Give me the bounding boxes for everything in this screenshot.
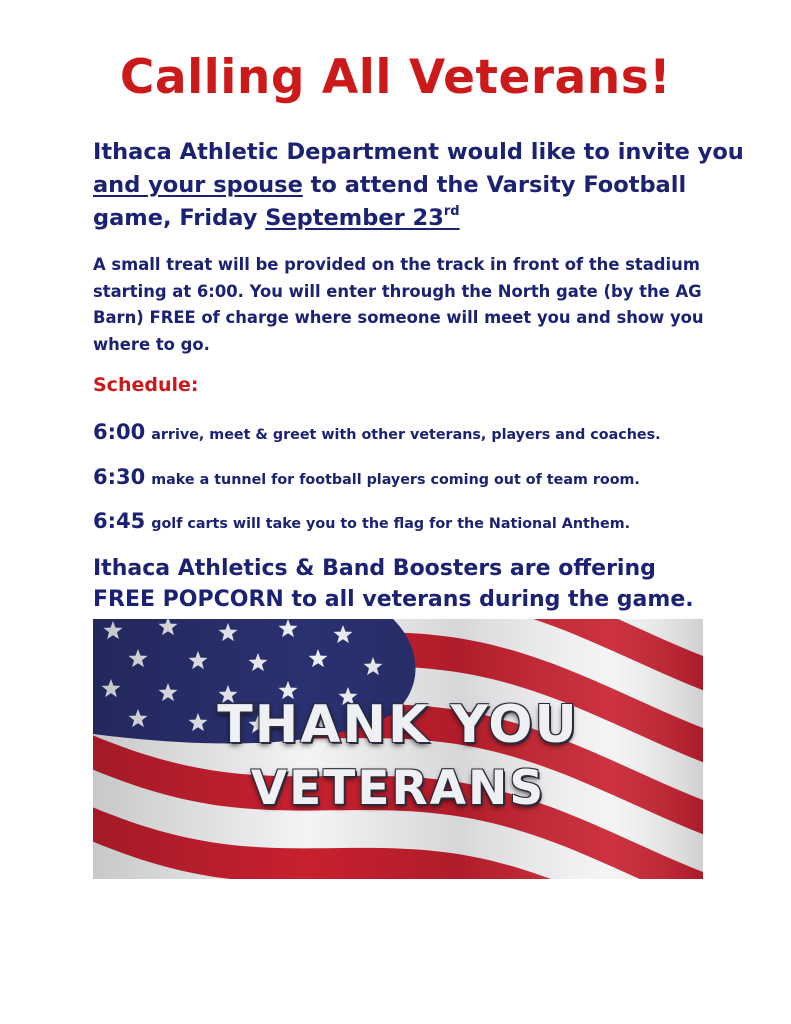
schedule-item bbox=[93, 420, 661, 444]
schedule-item bbox=[93, 465, 640, 489]
event-date bbox=[265, 205, 459, 231]
schedule-time: 6:30 bbox=[93, 465, 146, 489]
schedule-item bbox=[93, 509, 630, 533]
date-suffix: rd bbox=[443, 204, 460, 219]
schedule-heading: Schedule: bbox=[93, 374, 199, 396]
invitation-part-2: to attend the Varsity Football game, Friday bbox=[93, 172, 687, 231]
schedule-description: golf carts will take you to the flag for the National Anthem. bbox=[151, 516, 631, 532]
invitation-text bbox=[93, 136, 753, 235]
offer-line-1: Ithaca Athletics & Band Boosters are offering bbox=[93, 556, 656, 581]
schedule-time: 6:45 bbox=[93, 509, 146, 533]
details-paragraph: A small treat will be provided on the track in front of the stadium starting at 6:00. You will enter through the North gate (by the AG Barn) FREE of charge where someone will meet you and show you where to go. bbox=[93, 255, 704, 354]
offer-line-2: FREE POPCORN to all veterans during the game. bbox=[93, 587, 694, 612]
spouse-underlined: and your spouse bbox=[93, 172, 303, 198]
banner-line-2: VETERANS bbox=[250, 761, 546, 816]
schedule-description: arrive, meet & greet with other veterans, players and coaches. bbox=[151, 427, 661, 443]
invitation-part-1: Ithaca Athletic Department would like to invite you bbox=[93, 139, 744, 165]
schedule-time: 6:00 bbox=[93, 420, 146, 444]
popcorn-offer bbox=[93, 553, 773, 615]
flyer-title: Calling All Veterans! bbox=[119, 50, 672, 105]
schedule-description: make a tunnel for football players coming out of team room. bbox=[151, 472, 640, 488]
thank-you-veterans-banner bbox=[93, 619, 703, 879]
event-date-text: September 23 bbox=[265, 205, 444, 231]
banner-line-1: THANK YOU bbox=[217, 695, 579, 755]
